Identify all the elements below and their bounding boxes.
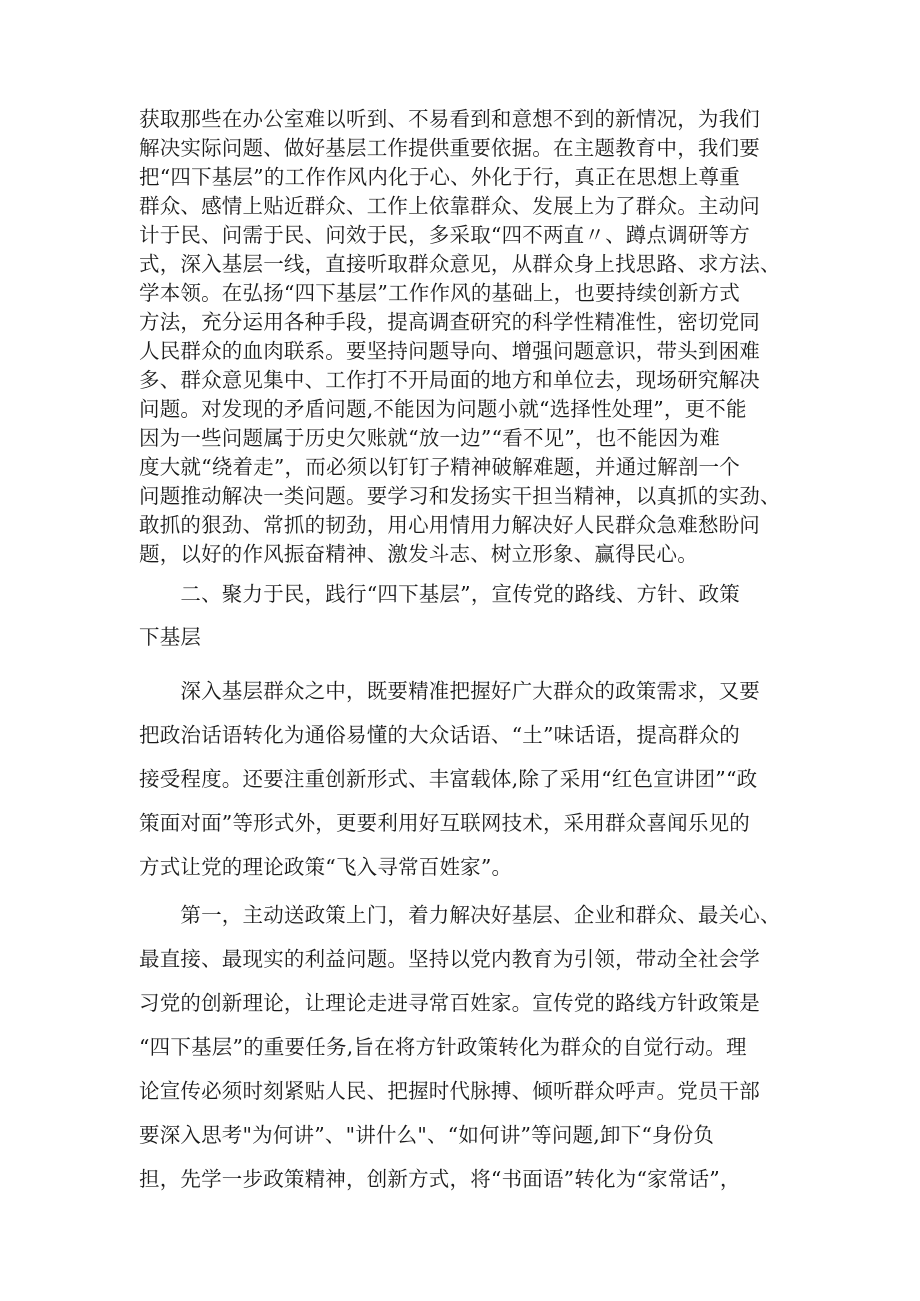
text-line: 计于民、问需于民、问效于民，多采取“四不两直〃、蹲点调研等方	[139, 223, 750, 247]
text-line: 方式让党的理论政策“飞入寻常百姓家”。	[139, 855, 513, 879]
text-line: 问题推动解决一类问题。要学习和发扬实干担当精神，以真抓的实劲、	[139, 484, 781, 508]
text-line: 敢抓的狠劲、常抓的韧劲，用心用情用力解决好人民群众急难愁盼问	[139, 513, 760, 537]
heading-line: 二、聚力于民，践行“四下基层”，宣传党的路线、方针、政策	[139, 582, 740, 606]
text-line: 问题。对发现的矛盾问题,不能因为问题小就“选择性处理”，更不能	[139, 397, 747, 421]
text-line: 策面对面”等形式外，更要利用好互联网技术，采用群众喜闻乐见的	[139, 811, 750, 835]
text-line: 深入基层群众之中，既要精准把握好广大群众的政策需求，又要	[139, 679, 760, 703]
text-line: 第一，主动送政策上门，着力解决好基层、企业和群众、最关心、	[139, 903, 781, 927]
paragraph-policy-needs	[139, 669, 799, 889]
text-line: 因为一些问题属于历史欠账就“放一边”“看不见”，也不能因为难	[139, 426, 720, 450]
heading-line: 下基层	[139, 625, 202, 649]
text-line: 最直接、最现实的利益问题。坚持以党内教育为引领，带动全社会学	[139, 947, 760, 971]
section-heading	[139, 573, 799, 659]
text-line: 习党的创新理论，让理论走进寻常百姓家。宣传党的路线方针政策是	[139, 991, 760, 1015]
text-line: 群众、感情上贴近群众、工作上依靠群众、发展上为了群众。主动问	[139, 194, 760, 218]
paragraph-first-point	[139, 893, 799, 1201]
text-line: 把“四下基层”的工作作风内化于心、外化于行，真正在思想上尊重	[139, 165, 740, 189]
text-line: “四下基层”的重要任务,旨在将方针政策转化为群众的自觉行动。理	[139, 1035, 747, 1059]
text-line: 人民群众的血肉联系。要坚持问题导向、增强问题意识，带头到困难	[139, 339, 760, 363]
text-line: 式，深入基层一线，直接听取群众意见，从群众身上找思路、求方法、	[139, 252, 781, 276]
text-line: 解决实际问题、做好基层工作提供重要依据。在主题教育中，我们要	[139, 136, 760, 160]
text-line: 接受程度。还要注重创新形式、丰富载体,除了采用“红色宣讲团”“政	[139, 767, 758, 791]
text-line: 担，先学一步政策精神，创新方式，将“书面语”转化为“家常话”，	[139, 1167, 741, 1191]
text-line: 学本领。在弘扬“四下基层”工作作风的基础上，也要持续创新方式	[139, 281, 740, 305]
text-line: 把政治话语转化为通俗易懂的大众话语、“土”味话语，提高群众的	[139, 723, 740, 747]
paragraph-fieldwork	[139, 105, 799, 569]
text-line: 度大就“绕着走”，而必须以钉钉子精神破解难题，并通过解剖一个	[139, 455, 740, 479]
text-line: 题，以好的作风振奋精神、激发斗志、树立形象、赢得民心。	[139, 542, 698, 566]
text-line: 获取那些在办公室难以听到、不易看到和意想不到的新情况，为我们	[139, 107, 760, 131]
text-line: 论宣传必须时刻紧贴人民、把握时代脉搏、倾听群众呼声。党员干部	[139, 1079, 760, 1103]
text-line: 方法，充分运用各种手段，提高调查研究的科学性精准性，密切党同	[139, 310, 760, 334]
text-line: 多、群众意见集中、工作打不开局面的地方和单位去，现场研究解决	[139, 368, 760, 392]
text-line: 要深入思考"为何讲”、"讲什么"、“如何讲”等问题,卸下“身份负	[139, 1123, 715, 1147]
